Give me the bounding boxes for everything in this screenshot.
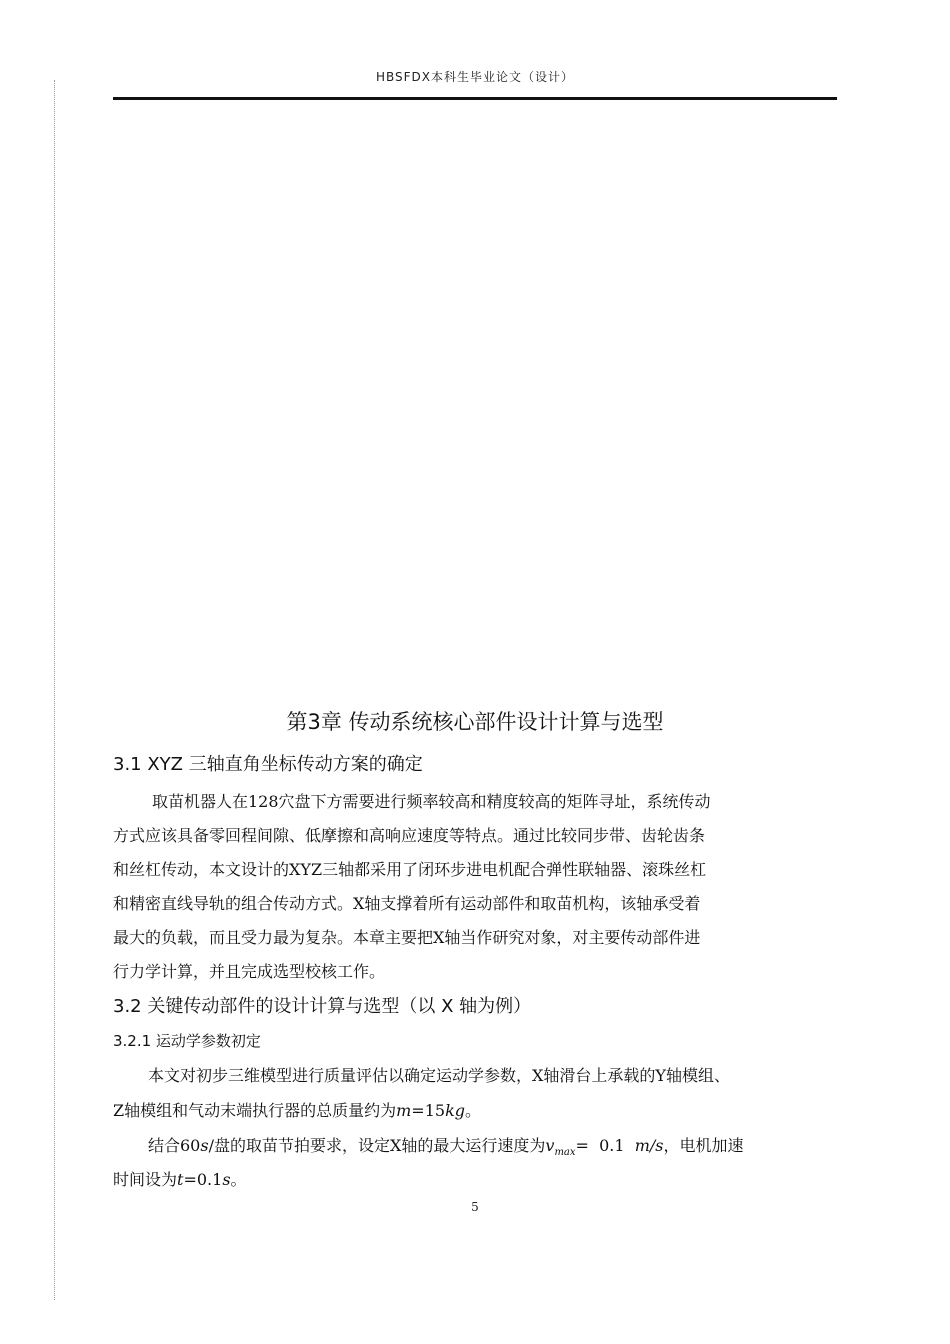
text-span: 时间设为 bbox=[113, 1170, 178, 1189]
text-span: 结合60 bbox=[148, 1136, 201, 1155]
text-span: 。 bbox=[230, 1170, 247, 1189]
paragraph-line bbox=[148, 1133, 744, 1158]
velocity-value: = 0.1 bbox=[575, 1136, 635, 1155]
header-rule bbox=[113, 97, 837, 100]
paragraph-line: 行力学计算，并且完成选型校核工作。 bbox=[113, 962, 386, 981]
mass-value: =15 bbox=[411, 1101, 446, 1120]
velocity-unit: m/s bbox=[634, 1136, 664, 1155]
paragraph-line: 本文对初步三维模型进行质量评估以确定运动学参数，X轴滑台上承载的Y轴模组、 bbox=[148, 1066, 730, 1085]
time-unit: s bbox=[222, 1170, 231, 1189]
paragraph-line bbox=[113, 1098, 481, 1121]
paragraph-line: 方式应该具备零回程间隙、低摩擦和高响应速度等特点。通过比较同步带、齿轮齿条 bbox=[113, 826, 706, 845]
time-unit: s bbox=[200, 1136, 209, 1155]
text-span: 。 bbox=[465, 1101, 482, 1120]
paragraph-line: 和丝杠传动，本文设计的XYZ三轴都采用了闭环步进电机配合弹性联轴器、滚珠丝杠 bbox=[113, 860, 707, 879]
text-span: Z轴模组和气动末端执行器的总质量约为 bbox=[113, 1101, 397, 1120]
subsection-heading-3-2-1: 3.2.1 运动学参数初定 bbox=[113, 1032, 261, 1050]
paragraph-line bbox=[113, 1167, 247, 1190]
section-heading-3-1: 3.1 XYZ 三轴直角坐标传动方案的确定 bbox=[113, 754, 423, 775]
paragraph-line: 和精密直线导轨的组合传动方式。X轴支撑着所有运动部件和取苗机构，该轴承受着 bbox=[113, 894, 701, 913]
binding-margin-line bbox=[54, 80, 55, 1300]
paragraph-line: 取苗机器人在128穴盘下方需要进行频率较高和精度较高的矩阵寻址，系统传动 bbox=[152, 792, 711, 811]
section-heading-3-2: 3.2 关键传动部件的设计计算与选型（以 X 轴为例） bbox=[113, 996, 532, 1017]
paragraph-line: 最大的负载，而且受力最为复杂。本章主要把X轴当作研究对象，对主要传动部件进 bbox=[113, 928, 701, 947]
text-span: /盘的取苗节拍要求，设定X轴的最大运行速度为 bbox=[208, 1136, 546, 1155]
time-value: =0.1 bbox=[183, 1170, 223, 1189]
velocity-subscript: max bbox=[554, 1147, 576, 1158]
mass-variable: m bbox=[396, 1101, 412, 1120]
mass-unit: kg bbox=[445, 1101, 465, 1120]
page-header: HBSFDX本科生毕业论文（设计） bbox=[375, 70, 575, 84]
text-span: ，电机加速 bbox=[663, 1136, 744, 1155]
page-number: 5 bbox=[471, 1200, 479, 1214]
velocity-variable: v bbox=[545, 1136, 555, 1155]
chapter-title: 第3章 传动系统核心部件设计计算与选型 bbox=[286, 710, 664, 734]
time-variable: t bbox=[177, 1170, 184, 1189]
